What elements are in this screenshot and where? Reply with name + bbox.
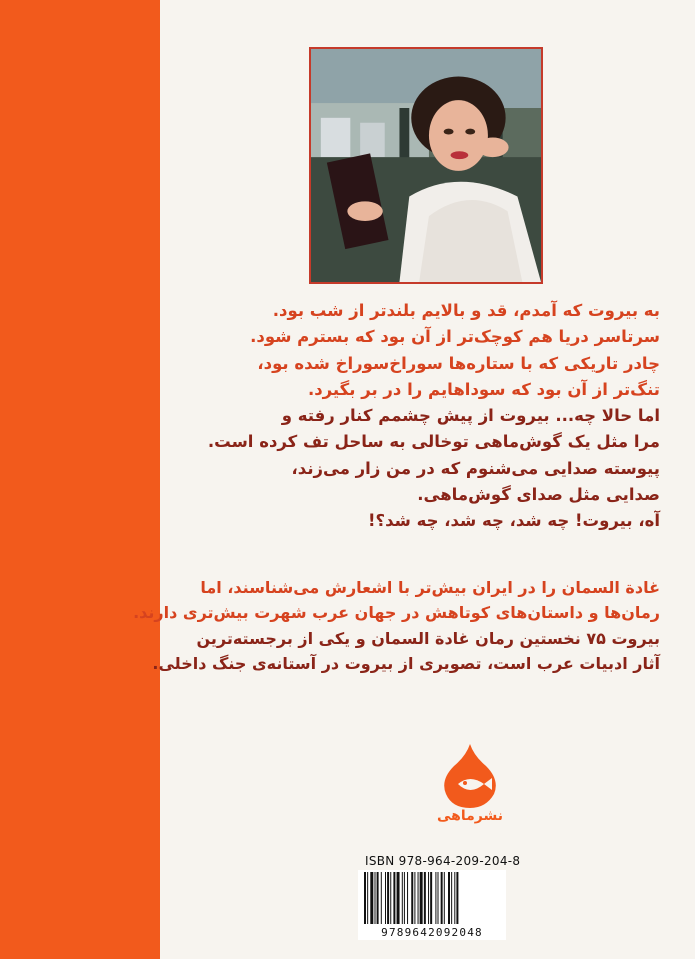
barcode-bar: [367, 872, 368, 924]
poem-line: سرتاسر دریا هم کوچک‌تر از آن بود که بسترم شود.: [250, 327, 660, 347]
poem-line: تنگ‌تر از آن بود که سوداهایم را در بر بگیرد.: [307, 379, 660, 399]
barcode-bar: [364, 872, 366, 924]
barcode-bar: [420, 872, 423, 924]
barcode-bar: [397, 872, 400, 924]
author-photo: [309, 47, 543, 284]
barcode-bar: [430, 872, 432, 924]
barcode-bar: [435, 872, 436, 924]
fish-drop-logo-icon: [434, 740, 506, 810]
poem-excerpt: [190, 298, 660, 535]
barcode-bar: [404, 872, 405, 924]
barcode-bar: [428, 872, 429, 924]
barcode-bar: [407, 872, 408, 924]
barcode-bar: [444, 872, 445, 924]
description-line: آثار ادبیات عرب است، تصویری از بیروت در آستانه‌ی جنگ داخلی.: [152, 653, 660, 673]
barcode-bar: [402, 872, 403, 924]
book-spine-band: [0, 0, 160, 959]
barcode-bar: [393, 872, 395, 924]
poem-line: پیوسته صدایی می‌شنوم که در من زار می‌زند،: [291, 458, 660, 478]
poem-line: چادر تاریکی که با ستاره‌ها سوراخ‌سوراخ شده بود،: [257, 353, 660, 373]
barcode-digits: 9789642092048: [358, 926, 506, 940]
poem-line: به بیروت که آمدم، قد و بالایم بلندتر از شب بود.: [272, 301, 660, 320]
barcode-bar: [424, 872, 426, 924]
barcode-bar: [370, 872, 373, 924]
isbn-label: ISBN 978-964-209-204-8: [365, 854, 521, 868]
description-line: غادة السمان را در ایران بیش‌تر با اشعارش می‌شناسند، اما: [200, 578, 660, 597]
barcode-bar: [454, 872, 455, 924]
description-line: بیروت ۷۵ نخستین رمان غادة السمان و یکی از برجسته‌ترین: [196, 628, 660, 648]
author-description: [133, 575, 660, 676]
poem-line: مرا مثل یک گوش‌ماهی توخالی به ساحل تف کرده است.: [207, 432, 660, 452]
barcode-bar: [381, 872, 382, 924]
barcode-bar: [414, 872, 415, 924]
poem-line: اما حالا چه... بیروت از پیش چشمم کنار رفته و: [281, 406, 660, 426]
barcode-bar: [441, 872, 443, 924]
barcode-bar: [438, 872, 439, 924]
poem-line: صدایی مثل صدای گوش‌ماهی.: [417, 485, 660, 505]
author-portrait-image: [311, 49, 541, 282]
barcode-bar: [375, 872, 376, 924]
barcode-bar: [451, 872, 452, 924]
description-line: رمان‌ها و داستان‌های کوتاهش در جهان عرب شهرت بیش‌تری دارند.: [133, 603, 660, 623]
barcode-bar: [411, 872, 413, 924]
barcode-bar: [387, 872, 389, 924]
barcode-bar: [390, 872, 391, 924]
publisher-name: نشرماهی: [436, 808, 503, 824]
barcode-bar: [418, 872, 419, 924]
barcode-bar: [385, 872, 386, 924]
poem-line: آه، بیروت! چه شد، چه شد، چه شد؟!: [367, 511, 660, 531]
barcode-bar: [448, 872, 450, 924]
barcode-bar: [456, 872, 458, 924]
barcode-bar: [377, 872, 379, 924]
